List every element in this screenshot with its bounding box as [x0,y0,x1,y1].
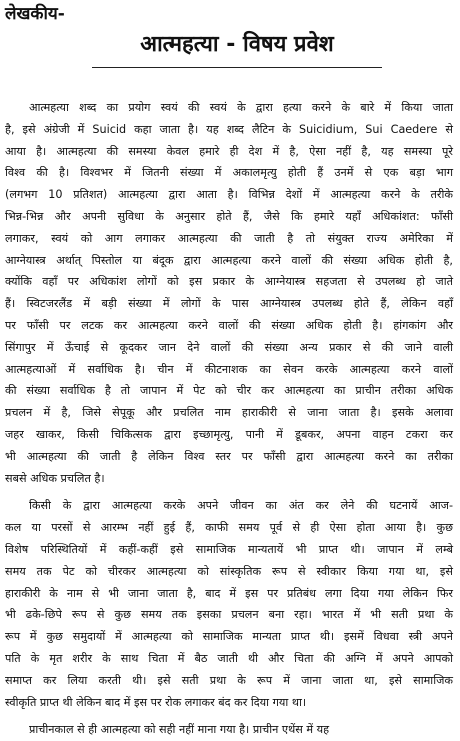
text-line: पति के मृत शरीर के साथ चिता में बैठ जाती थी और चिता की अग्नि में अपने आपको [5,651,453,665]
text-line: आत्महत्याओं में सर्वाधिक है। चीन में कीटनाशक का सेवन करके आत्महत्या करने वालों [5,362,453,376]
text-line: सिंगापुर में ऊँचाई से कूदकर जान देने वालों की संख्या अन्य प्रकार से की जाने वाली [5,340,453,354]
text-line: भी ढके-छिपे रूप से कुछ समय तक इसका प्रचलन बना रहा। भारत में भी सती प्रथा के [5,608,453,622]
text-line: आग्नेयास्त्र अर्थात् पिस्तोल या बंदूक द्वारा आत्महत्या करने वालों की संख्या अधिक होती है, [5,253,453,267]
text-line: आत्महत्या शब्द का प्रयोग स्वयं की स्वयं के द्वारा हत्या करने के बारे में किया जाता [29,101,453,114]
text-line: समय तक पेट को चीरकर आत्महत्या को सांस्कृतिक रूप से स्वीकार किया गया था, इसे [5,564,453,578]
text-line: क्योंकि वहाँ पर अधिकांश लोगों को इस प्रकार के आग्नेयास्त्र सहजता से उपलब्ध हो जाते [5,275,453,289]
paragraph [5,719,453,741]
text-line: सबसे अधिक प्रचलित है। [5,471,105,485]
text-line: हैं। स्विटजरलैंड में बड़ी संख्या में लोगों के पास आग्नेयास्त्र उपलब्ध होते हैं, लेकिन वहाँ [5,297,453,311]
text-line: (लगभग 10 प्रतिशत) आत्महत्या द्वारा आता है। विभिन्न देशों में आत्महत्या करने के तरीके [5,188,453,202]
text-line: स्वीकृति प्राप्त थी लेकिन बाद में इस पर रोक लगाकर बंद कर दिया गया था। [5,695,307,709]
text-line: किसी के द्वारा आत्महत्या करके अपने जीवन का अंत कर लेने की घटनायें आज- [29,499,453,513]
text-line: आया है। आत्महत्या की समस्या केवल हमारे ही देश में है, ऐसा नहीं है, यह समस्या पूरे [5,144,453,158]
text-line: समाप्त कर लिया करती थी। इसे सती प्रथा के रूप में जाना जाता था, इसे सामाजिक [5,673,453,687]
section-label: लेखकीय- [5,4,65,24]
document-body [5,97,453,741]
title-underline [92,67,382,68]
text-line: है, इसे अंग्रेजी में Suicid कहा जाता है। यह शब्द लैटिन के Suicidium, Sui Caedere से [5,122,453,136]
text-line: जहर खाकर, किसी चिकित्सक द्वारा इच्छामृत्यु, पानी में डूबकर, अपना वाहन टकरा कर [5,427,453,441]
paragraph [5,97,453,489]
text-line: प्राचीनकाल से ही आत्महत्या को सही नहीं माना गया है। प्राचीन एथेंस में यह [29,723,330,737]
text-line: की संख्या सर्वाधिक है तो जापान में पेट को चीर कर आत्महत्या का प्राचीन तरीका अधिक [5,384,453,398]
text-line: भिन्न-भिन्न और अपनी सुविधा के अनुसार होते हैं, जैसे कि हमारे यहाँ अधिकांशत: फाँसी [5,209,453,223]
page-title: आत्महत्या - विषय प्रवेश [140,32,334,57]
text-line: भी आत्महत्या की जाती है लेकिन विश्व स्तर पर फाँसी द्वारा आत्महत्या करने का तरीका [5,449,453,463]
text-line: विश्व की है। विश्वभर में जितनी संख्या में अकालमृत्यु होती हैं उनमें से एक बड़ा भाग [5,166,453,180]
text-line: हाराकीरी के नाम से भी जाना जाता है, बाद में इस पर प्रतिबंध लगा दिया गया लेकिन फिर [5,586,453,600]
paragraph [5,495,453,713]
text-line: रूप में कुछ समुदायों में आत्महत्या को सामाजिक मान्यता प्राप्त थी। इसमें विधवा स्त्री अपने [5,630,453,644]
text-line: प्रचलन में है, जिसे सेपूकू और प्रचलित नाम हाराकीरी से जाना जाता है। इसके अलावा [5,406,453,420]
text-line: कल या परसों से आरम्भ नहीं हुई हैं, काफी समय पूर्व से ही ऐसा होता आया है। कुछ [5,521,453,535]
text-line: विशेष परिस्थितियों में कहीं-कहीं इसे सामाजिक मान्यतायें भी प्राप्त थी। जापान में लम्बे [5,542,453,556]
text-line: लगाकर, स्वयं को आग लगाकर आत्महत्या की जाती है तो संयुक्त राज्य अमेरिका में [5,231,453,245]
text-line: पर फाँसी पर लटक कर आत्महत्या करने वालों की संख्या अधिक होती है। हांगकांग और [5,318,453,332]
